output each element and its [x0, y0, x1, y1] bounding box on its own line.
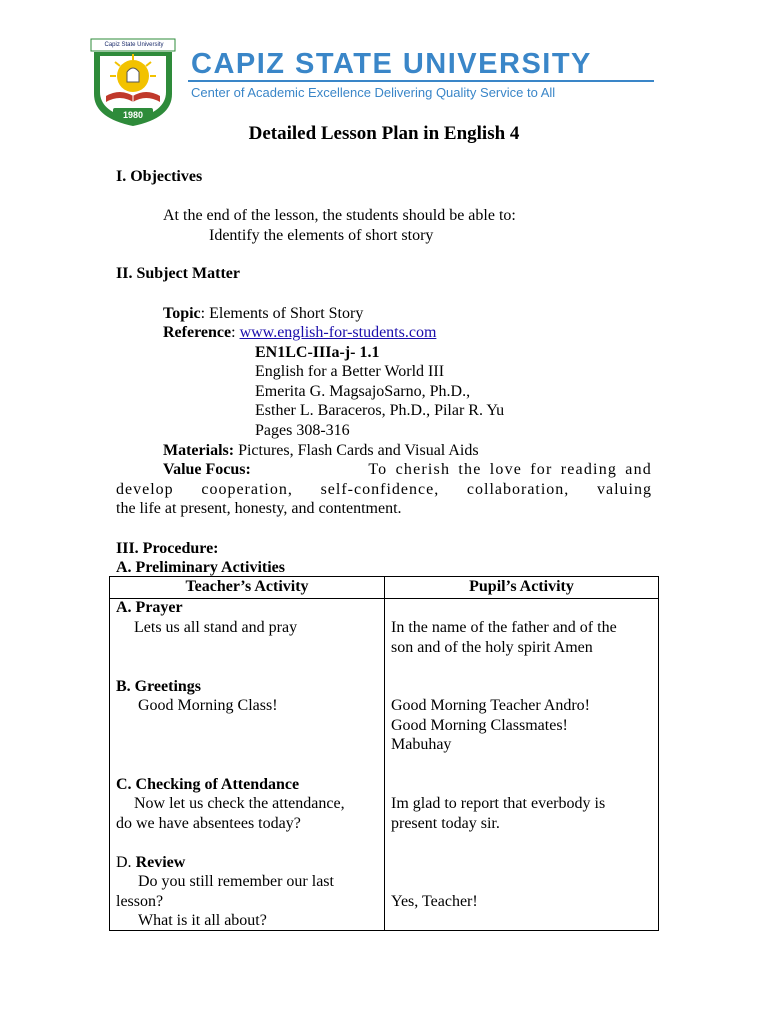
prayer-pupil-line-1: In the name of the father and of the: [391, 619, 617, 636]
preliminary-activities-heading: A. Preliminary Activities: [116, 559, 285, 576]
topic-label: Topic: [163, 305, 201, 322]
reference-label: Reference: [163, 324, 232, 341]
value-focus-text-2: develop cooperation, self-confidence, collaboration, valuing: [116, 481, 652, 498]
reference-code: EN1LC-IIIa-j- 1.1: [255, 344, 380, 361]
reference-separator: :: [231, 324, 240, 341]
review-teacher-line-1: Do you still remember our last: [138, 873, 334, 890]
materials-value: Pictures, Flash Cards and Visual Aids: [234, 442, 479, 459]
seal-caption: Capiz State University: [104, 42, 164, 48]
university-tagline: Center of Academic Excellence Delivering Quality Service to All: [191, 85, 556, 100]
reference-line-author-2: Esther L. Baraceros, Ph.D., Pilar R. Yu: [255, 402, 505, 419]
value-focus-text-3: the life at present, honesty, and contentment.: [116, 500, 402, 517]
greetings-label: B. Greetings: [116, 678, 202, 695]
subject-matter-heading: II. Subject Matter: [116, 265, 240, 282]
greetings-teacher-text: Good Morning Class!: [138, 697, 278, 714]
review-label-text: Review: [135, 854, 186, 871]
greetings-pupil-line-2: Good Morning Classmates!: [391, 717, 568, 734]
review-teacher-line-3: What is it all about?: [138, 912, 267, 929]
attendance-pupil-line-1: Im glad to report that everbody is: [391, 795, 606, 812]
document-title: Detailed Lesson Plan in English 4: [248, 123, 520, 144]
objectives-heading: I. Objectives: [116, 168, 203, 185]
prayer-label: A. Prayer: [116, 599, 183, 616]
objective-item: Identify the elements of short story: [209, 227, 434, 244]
header-divider: [110, 598, 658, 599]
university-header: [0, 0, 768, 130]
greetings-pupil-line-1: Good Morning Teacher Andro!: [391, 697, 590, 714]
materials-label: Materials:: [163, 442, 235, 459]
value-focus-label: Value Focus:: [163, 461, 251, 478]
reference-line: [163, 323, 436, 343]
column-divider: [384, 577, 385, 930]
procedure-heading: III. Procedure:: [116, 540, 219, 557]
seal-year: 1980: [122, 110, 144, 120]
review-label: [116, 853, 185, 873]
objectives-intro: At the end of the lesson, the students should be able to:: [163, 207, 516, 224]
reference-line-pages: Pages 308-316: [255, 422, 350, 439]
activities-table: [109, 576, 659, 931]
reference-line-book: English for a Better World III: [255, 363, 445, 380]
topic-line: [163, 304, 363, 324]
value-focus-text-1: To cherish the love for reading and: [368, 461, 652, 478]
review-teacher-line-2: lesson?: [116, 893, 164, 910]
review-pupil-answer: Yes, Teacher!: [391, 893, 478, 910]
prayer-teacher-text: Lets us all stand and pray: [134, 619, 298, 636]
university-name: CAPIZ STATE UNIVERSITY: [191, 48, 592, 80]
attendance-pupil-line-2: present today sir.: [391, 815, 500, 832]
value-focus-line-1: [163, 460, 652, 480]
review-prefix: D.: [116, 854, 132, 871]
topic-value: : Elements of Short Story: [200, 305, 364, 322]
materials-line: [163, 441, 479, 461]
prayer-pupil-line-2: son and of the holy spirit Amen: [391, 639, 593, 656]
attendance-teacher-line-1: Now let us check the attendance,: [134, 795, 345, 812]
header-rule: [188, 80, 654, 82]
reference-link[interactable]: www.english-for-students.com: [239, 324, 437, 341]
attendance-label: C. Checking of Attendance: [116, 776, 300, 793]
reference-line-author-1: Emerita G. MagsajoSarno, Ph.D.,: [255, 383, 471, 400]
attendance-teacher-line-2: do we have absentees today?: [116, 815, 301, 832]
pupil-activity-header: Pupil’s Activity: [469, 578, 574, 595]
teacher-activity-header: Teacher’s Activity: [185, 578, 309, 595]
greetings-pupil-line-3: Mabuhay: [391, 736, 452, 753]
